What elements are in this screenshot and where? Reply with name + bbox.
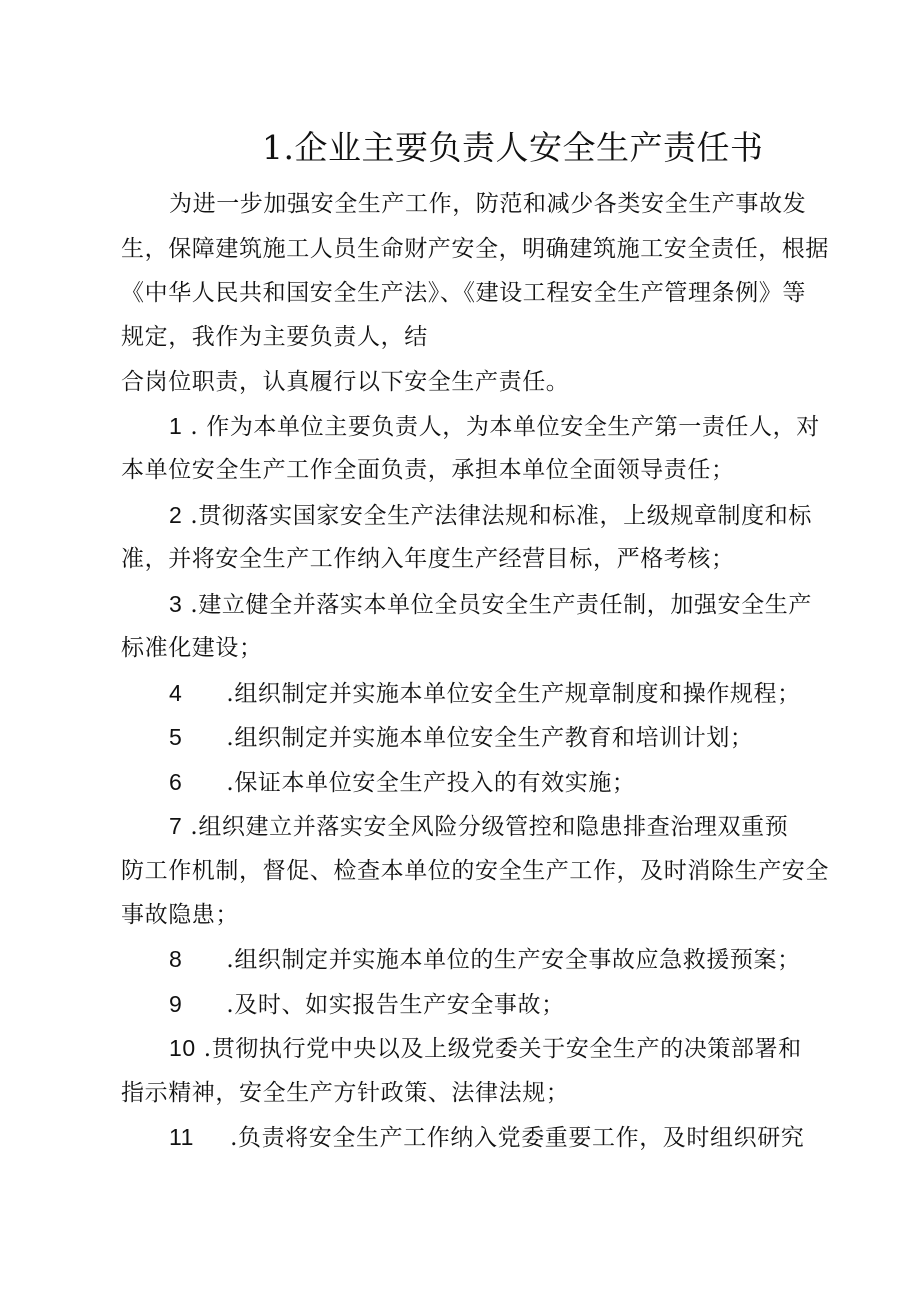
item-number: 11 (169, 1124, 195, 1150)
item-continuation: 本单位安全生产工作全面负责，承担本单位全面领导责任； (121, 457, 735, 483)
list-item (169, 721, 754, 754)
list-item (169, 810, 788, 843)
list-item (169, 988, 565, 1021)
item-text: .组织制定并实施本单位的生产安全事故应急救援预案； (226, 947, 801, 973)
intro-line-1: 为进一步加强安全生产工作，防范和减少各类安全生产事故发 (169, 191, 807, 217)
list-item (169, 1121, 804, 1154)
item-number: 2 (169, 502, 183, 528)
item-text: . 作为本单位主要负责人，为本单位安全生产第一责任人，对 (190, 414, 820, 440)
item-continuation: 标准化建设； (121, 635, 263, 661)
item-continuation: 事故隐患； (121, 902, 239, 928)
item-continuation: 准，并将安全生产工作纳入年度生产经营目标，严格考核； (121, 546, 735, 572)
item-text: .贯彻落实国家安全生产法律法规和标准，上级规章制度和标 (190, 503, 812, 529)
item-number: 8 (169, 946, 183, 972)
item-text: .组织制定并实施本单位安全生产规章制度和操作规程； (226, 681, 801, 707)
item-continuation: 指示精神，安全生产方针政策、法律法规； (121, 1080, 570, 1106)
list-item (169, 588, 812, 621)
item-text: .组织制定并实施本单位安全生产教育和培训计划； (226, 725, 754, 751)
intro-line-5: 合岗位职责，认真履行以下安全生产责任。 (121, 369, 570, 395)
item-number: 1 (169, 413, 183, 439)
list-item (169, 677, 801, 710)
item-text: .保证本单位安全生产投入的有效实施； (226, 770, 636, 796)
item-number: 3 (169, 591, 183, 617)
item-text: .组织建立并落实安全风险分级管控和隐患排查治理双重预 (190, 814, 789, 840)
intro-line-2: 生，保障建筑施工人员生命财产安全，明确建筑施工安全责任，根据 (121, 236, 829, 262)
list-item (169, 766, 636, 799)
item-number: 5 (169, 724, 183, 750)
list-item (169, 943, 801, 976)
document-title: 1.企业主要负责人安全生产责任书 (262, 128, 764, 167)
item-text: .建立健全并落实本单位全员安全生产责任制，加强安全生产 (190, 592, 812, 618)
item-text: .贯彻执行党中央以及上级党委关于安全生产的决策部署和 (203, 1036, 802, 1062)
item-number: 6 (169, 769, 183, 795)
item-text: .及时、如实报告生产安全事故； (226, 992, 565, 1018)
item-continuation: 防工作机制，督促、检查本单位的安全生产工作，及时消除生产安全 (121, 858, 829, 884)
item-number: 7 (169, 813, 183, 839)
intro-line-4: 规定，我作为主要负责人，结 (121, 324, 428, 350)
list-item (169, 410, 820, 443)
item-number: 10 (169, 1035, 196, 1061)
item-text: .负责将安全生产工作纳入党委重要工作，及时组织研究 (230, 1125, 805, 1151)
list-item (169, 499, 812, 532)
item-number: 4 (169, 680, 183, 706)
item-number: 9 (169, 991, 183, 1017)
list-item (169, 1032, 802, 1065)
intro-line-3: 《中华人民共和国安全生产法》、《建设工程安全生产管理条例》等 (121, 280, 806, 306)
